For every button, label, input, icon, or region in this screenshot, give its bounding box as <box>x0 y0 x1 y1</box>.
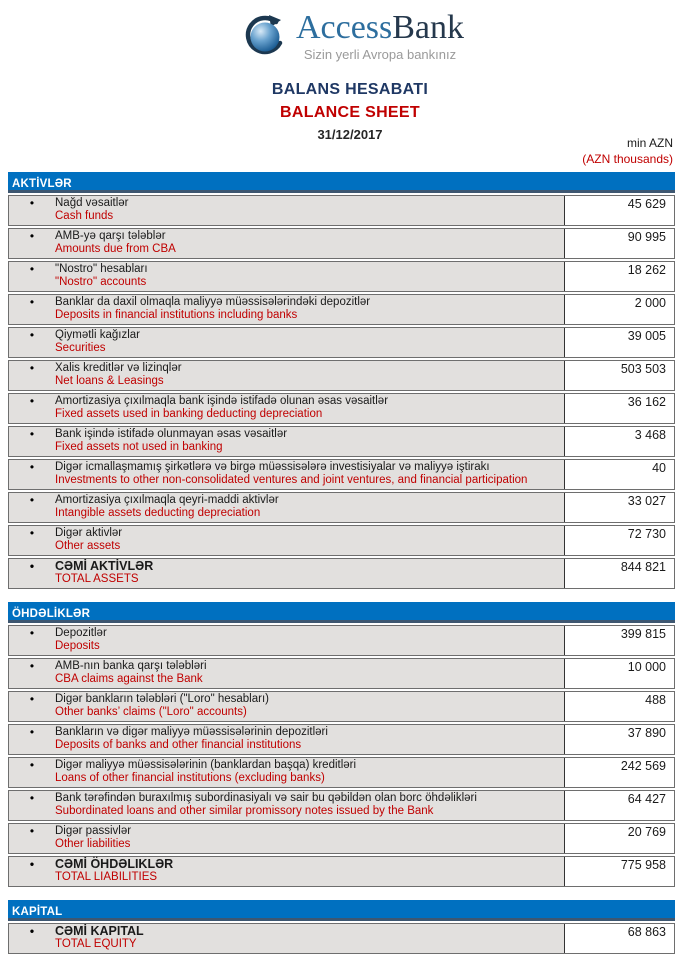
row-label-cell <box>9 427 564 456</box>
row-value: 90 995 <box>564 229 674 258</box>
table-row <box>8 426 675 457</box>
bank-logo <box>0 0 700 64</box>
row-labels <box>55 925 560 951</box>
row-label-az: Digər maliyyə müəssisələrinin (banklardan başqa) kreditləri <box>55 759 357 771</box>
table-row <box>8 923 675 954</box>
row-label-en: Deposits of banks and other financial institutions <box>55 739 302 751</box>
row-label-az: Banklar da daxil olmaqla maliyyə müəssisələrindəki depozitlər <box>55 296 371 308</box>
brand-name <box>296 11 464 45</box>
bullet-icon: • <box>29 559 35 573</box>
row-label-en: Net loans & Leasings <box>55 375 164 387</box>
row-labels <box>55 197 560 223</box>
bullet-icon: • <box>29 924 35 938</box>
table-row <box>8 790 675 821</box>
row-label-cell <box>9 394 564 423</box>
row-label-az: Amortizasiya çıxılmaqla bank işində istifadə olunan əsas vəsaitlər <box>55 395 389 407</box>
row-labels <box>55 792 560 818</box>
row-labels <box>55 660 560 686</box>
row-value: 39 005 <box>564 328 674 357</box>
section-1 <box>8 602 675 887</box>
section-0 <box>8 172 675 589</box>
row-label-en: Fixed assets not used in banking <box>55 441 223 453</box>
section-header-bar <box>8 172 675 193</box>
row-value: 844 821 <box>564 559 674 588</box>
row-label-en: Securities <box>55 342 106 354</box>
table-row <box>8 691 675 722</box>
row-label-en: Deposits in financial institutions including banks <box>55 309 298 321</box>
bullet-icon: • <box>29 427 35 441</box>
row-label-az: Bank işində istifadə olunmayan əsas vəsaitlər <box>55 428 288 440</box>
row-value: 2 000 <box>564 295 674 324</box>
row-label-cell <box>9 626 564 655</box>
brand-bank: Bank <box>392 9 465 46</box>
row-value: 36 162 <box>564 394 674 423</box>
row-label-az: Bank tərəfindən buraxılmış subordinasiyalı və sair bu qəbildən olan borc öhdəlikləri <box>55 792 477 804</box>
row-label-cell <box>9 526 564 555</box>
row-label-cell <box>9 229 564 258</box>
row-label-en: Amounts due from CBA <box>55 243 176 255</box>
bullet-icon: • <box>29 692 35 706</box>
row-labels <box>55 560 560 586</box>
bullet-icon: • <box>29 758 35 772</box>
section-title: AKTİVLƏR <box>12 178 72 190</box>
row-label-en: Fixed assets used in banking deducting depreciation <box>55 408 323 420</box>
table-row <box>8 558 675 589</box>
table-row <box>8 823 675 854</box>
row-value: 242 569 <box>564 758 674 787</box>
row-label-az: Xalis kreditlər və lizinqlər <box>55 362 182 374</box>
bullet-icon: • <box>29 196 35 210</box>
table-row <box>8 195 675 226</box>
row-value: 64 427 <box>564 791 674 820</box>
row-labels <box>55 230 560 256</box>
balance-sheet-table <box>8 172 675 967</box>
row-label-cell <box>9 262 564 291</box>
row-labels <box>55 627 560 653</box>
row-label-az: CƏMİ KAPITAL <box>55 924 144 938</box>
table-row <box>8 525 675 556</box>
bullet-icon: • <box>29 361 35 375</box>
row-value: 488 <box>564 692 674 721</box>
report-title-az: BALANS HESABATI <box>271 81 429 98</box>
row-label-az: Depozitlər <box>55 627 107 639</box>
table-row <box>8 757 675 788</box>
row-label-en: Deposits <box>55 640 100 652</box>
row-labels <box>55 395 560 421</box>
logo-text <box>296 11 464 62</box>
row-value: 775 958 <box>564 857 674 886</box>
row-label-az: Digər passivlər <box>55 825 132 837</box>
section-title: KAPİTAL <box>12 906 63 918</box>
table-row <box>8 724 675 755</box>
row-label-en: Other banks’ claims ("Loro" accounts) <box>55 706 247 718</box>
row-value: 72 730 <box>564 526 674 555</box>
row-label-cell <box>9 824 564 853</box>
bullet-icon: • <box>29 526 35 540</box>
bullet-icon: • <box>29 229 35 243</box>
unit-az: min AZN <box>626 136 673 150</box>
row-label-cell <box>9 857 564 886</box>
row-labels <box>55 263 560 289</box>
table-row <box>8 228 675 259</box>
row-label-cell <box>9 361 564 390</box>
row-label-en: "Nostro" accounts <box>55 276 147 288</box>
row-label-az: CƏMİ AKTİVLƏR <box>55 559 154 573</box>
row-label-cell <box>9 328 564 357</box>
row-label-cell <box>9 295 564 324</box>
row-value: 68 863 <box>564 924 674 953</box>
table-row <box>8 294 675 325</box>
row-label-en: Cash funds <box>55 210 114 222</box>
row-labels <box>55 759 560 785</box>
row-label-cell <box>9 924 564 953</box>
row-label-en: Investments to other non-consolidated ventures and joint ventures, and financial participation <box>55 474 528 486</box>
row-label-cell <box>9 725 564 754</box>
table-row <box>8 327 675 358</box>
row-value: 20 769 <box>564 824 674 853</box>
section-rows <box>8 923 675 954</box>
row-label-az: "Nostro" hesabları <box>55 263 148 275</box>
row-label-cell <box>9 758 564 787</box>
row-label-az: Digər aktivlər <box>55 527 123 539</box>
section-rows <box>8 195 675 589</box>
row-labels <box>55 825 560 851</box>
row-labels <box>55 329 560 355</box>
row-label-en: Other assets <box>55 540 121 552</box>
bullet-icon: • <box>29 394 35 408</box>
row-value: 3 468 <box>564 427 674 456</box>
bullet-icon: • <box>29 857 35 871</box>
table-row <box>8 856 675 887</box>
bullet-icon: • <box>29 328 35 342</box>
row-label-cell <box>9 692 564 721</box>
row-labels <box>55 693 560 719</box>
section-title: ÖHDƏLİKLƏR <box>12 608 91 620</box>
row-labels <box>55 428 560 454</box>
row-label-az: Digər icmallaşmamış şirkətlərə və birgə müəssisələrə investisiyalar və maliyyə iştirakı <box>55 461 490 473</box>
row-label-az: AMB-yə qarşı tələblər <box>55 230 166 242</box>
bullet-icon: • <box>29 262 35 276</box>
row-labels <box>55 296 560 322</box>
row-label-az: Digər bankların tələbləri ("Loro" hesabları) <box>55 693 269 705</box>
table-row <box>8 261 675 292</box>
row-labels <box>55 362 560 388</box>
section-rows <box>8 625 675 887</box>
row-label-en: Intangible assets deducting depreciation <box>55 507 261 519</box>
bullet-icon: • <box>29 626 35 640</box>
row-labels <box>55 461 560 487</box>
row-label-en: CBA claims against the Bank <box>55 673 203 685</box>
row-label-cell <box>9 493 564 522</box>
row-label-cell <box>9 559 564 588</box>
table-row <box>8 492 675 523</box>
row-label-en: TOTAL EQUITY <box>55 938 137 950</box>
row-label-cell <box>9 460 564 489</box>
row-value: 33 027 <box>564 493 674 522</box>
row-label-cell <box>9 196 564 225</box>
row-label-en: Subordinated loans and other similar promissory notes issued by the Bank <box>55 805 434 817</box>
bullet-icon: • <box>29 659 35 673</box>
row-label-az: AMB-nın banka qarşı tələbləri <box>55 660 207 672</box>
section-2 <box>8 900 675 954</box>
report-date: 31/12/2017 <box>317 127 383 142</box>
bullet-icon: • <box>29 295 35 309</box>
bullet-icon: • <box>29 791 35 805</box>
row-label-en: TOTAL ASSETS <box>55 573 139 585</box>
brand-access: Access <box>295 9 393 46</box>
section-header-bar <box>8 602 675 623</box>
table-row <box>8 360 675 391</box>
row-label-az: Nağd vəsaitlər <box>55 197 129 209</box>
row-label-az: Bankların və digər maliyyə müəssisələrinin depozitləri <box>55 726 328 738</box>
row-value: 45 629 <box>564 196 674 225</box>
table-row <box>8 459 675 490</box>
row-value: 18 262 <box>564 262 674 291</box>
row-labels <box>55 858 560 884</box>
table-row <box>8 393 675 424</box>
row-label-en: TOTAL LIABILITIES <box>55 871 158 883</box>
row-label-az: CƏMİ ÖHDƏLIKLƏR <box>55 857 174 871</box>
brand-tagline: Sizin yerli Avropa bankınız <box>303 47 457 62</box>
table-row <box>8 625 675 656</box>
bullet-icon: • <box>29 725 35 739</box>
table-row <box>8 658 675 689</box>
report-title-en: BALANCE SHEET <box>280 104 420 121</box>
row-value: 399 815 <box>564 626 674 655</box>
row-value: 37 890 <box>564 725 674 754</box>
accessbank-globe-icon <box>236 13 290 64</box>
row-label-en: Loans of other financial institutions (excluding banks) <box>55 772 325 784</box>
row-labels <box>55 494 560 520</box>
row-label-cell <box>9 791 564 820</box>
row-label-en: Other liabilities <box>55 838 131 850</box>
bullet-icon: • <box>29 460 35 474</box>
row-value: 10 000 <box>564 659 674 688</box>
row-labels <box>55 726 560 752</box>
row-labels <box>55 527 560 553</box>
units-note <box>582 135 673 167</box>
bullet-icon: • <box>29 824 35 838</box>
row-label-az: Qiymətli kağızlar <box>55 329 140 341</box>
row-value: 503 503 <box>564 361 674 390</box>
unit-en: (AZN thousands) <box>582 152 673 166</box>
row-label-az: Amortizasiya çıxılmaqla qeyri-maddi aktivlər <box>55 494 279 506</box>
bullet-icon: • <box>29 493 35 507</box>
section-header-bar <box>8 900 675 921</box>
row-label-cell <box>9 659 564 688</box>
row-value: 40 <box>564 460 674 489</box>
